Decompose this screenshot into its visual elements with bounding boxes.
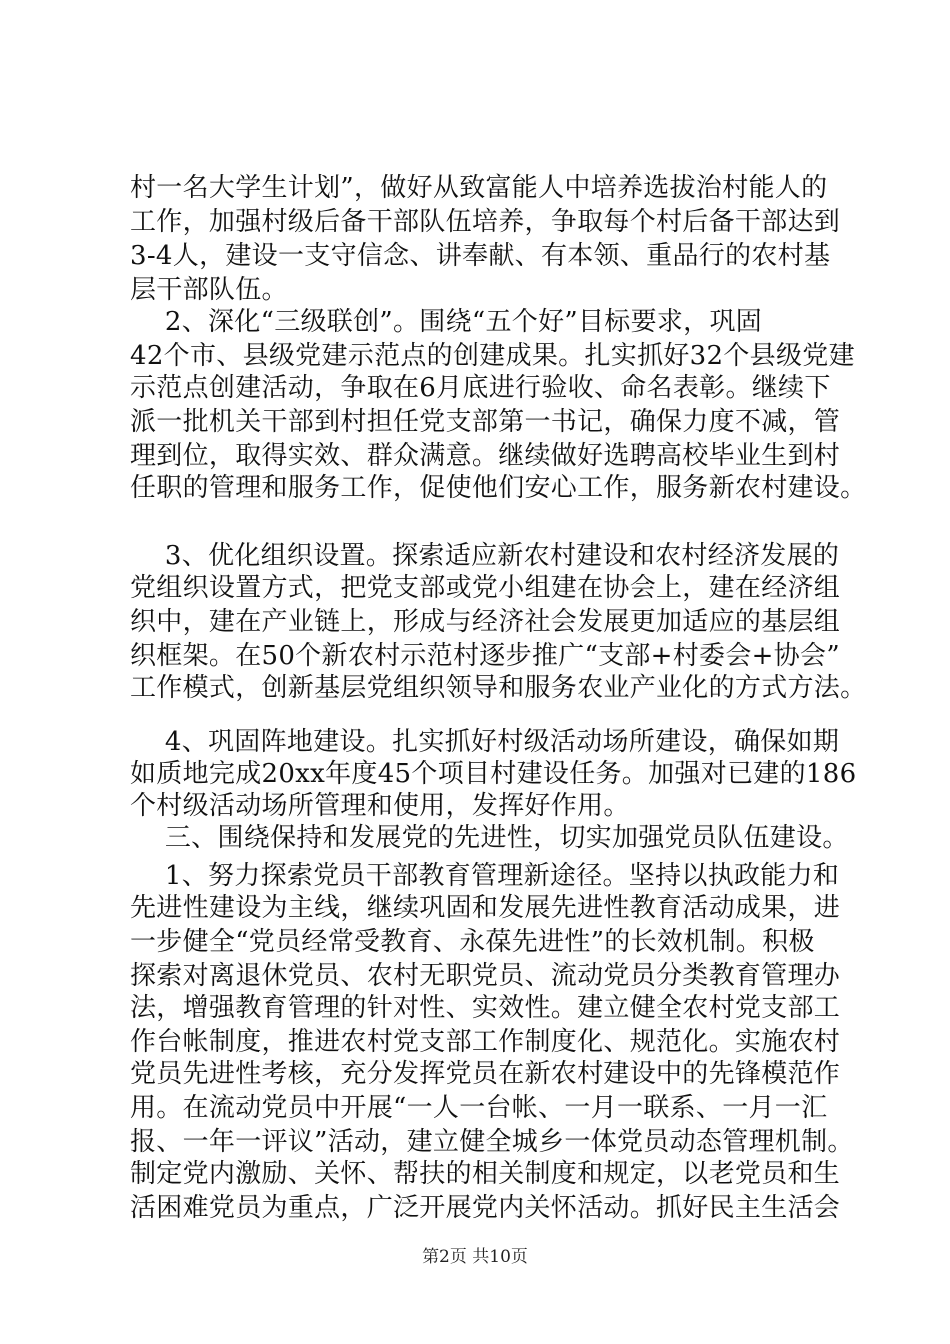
text-line: 工作模式，创新基层党组织领导和服务农业产业化的方式方法。 xyxy=(130,673,867,703)
text-line: 活困难党员为重点，广泛开展党内关怀活动。抓好民主生活会 xyxy=(130,1193,841,1223)
text-line: 探索对离退休党员、农村无职党员、流动党员分类教育管理办 xyxy=(130,961,841,991)
text-line: 村一名大学生计划”，做好从致富能人中培养选拔治村能人的 xyxy=(130,173,828,203)
text-line: 任职的管理和服务工作，促使他们安心工作，服务新农村建设。 xyxy=(130,473,867,503)
text-line: 报、一年一评议”活动，建立健全城乡一体党员动态管理机制。 xyxy=(130,1127,854,1157)
text-line: 党组织设置方式，把党支部或党小组建在协会上，建在经济组 xyxy=(130,573,841,603)
text-line: 4、巩固阵地建设。扎实抓好村级活动场所建设，确保如期 xyxy=(130,727,840,757)
text-line: 党员先进性考核，充分发挥党员在新农村建设中的先锋模范作 xyxy=(130,1059,841,1089)
text-line: 3-4人，建设一支守信念、讲奉献、有本领、重品行的农村基 xyxy=(130,241,831,271)
text-line: 3、优化组织设置。探索适应新农村建设和农村经济发展的 xyxy=(130,541,840,571)
text-line: 1、努力探索党员干部教育管理新途径。坚持以执政能力和 xyxy=(130,861,840,891)
section-heading: 三、围绕保持和发展党的先进性，切实加强党员队伍建设。 xyxy=(130,823,849,853)
text-line: 理到位，取得实效、群众满意。继续做好选聘高校毕业生到村 xyxy=(130,441,841,471)
text-line: 先进性建设为主线，继续巩固和发展先进性教育活动成果，进 xyxy=(130,893,841,923)
text-line: 织框架。在50个新农村示范村逐步推广“支部+村委会+协会” xyxy=(130,641,840,671)
text-line: 2、深化“三级联创”。围绕“五个好”目标要求，巩固 xyxy=(130,307,763,337)
text-line: 工作，加强村级后备干部队伍培养，争取每个村后备干部达到 xyxy=(130,207,841,237)
page-number-footer: 第2页 共10页 xyxy=(422,1247,528,1267)
text-line: 织中，建在产业链上，形成与经济社会发展更加适应的基层组 xyxy=(130,607,841,637)
text-line: 用。在流动党员中开展“一人一台帐、一月一联系、一月一汇 xyxy=(130,1093,828,1123)
text-line: 一步健全“党员经常受教育、永葆先进性”的长效机制。积极 xyxy=(130,927,815,957)
text-line: 制定党内激励、关怀、帮扶的相关制度和规定，以老党员和生 xyxy=(130,1159,841,1189)
text-line: 42个市、县级党建示范点的创建成果。扎实抓好32个县级党建 xyxy=(130,341,855,371)
text-line: 派一批机关干部到村担任党支部第一书记，确保力度不减，管 xyxy=(130,407,841,437)
text-line: 个村级活动场所管理和使用，发挥好作用。 xyxy=(130,791,630,821)
text-line: 作台帐制度，推进农村党支部工作制度化、规范化。实施农村 xyxy=(130,1027,841,1057)
text-line: 层干部队伍。 xyxy=(130,275,288,305)
text-line: 如质地完成20xx年度45个项目村建设任务。加强对已建的186 xyxy=(130,759,857,789)
text-line: 示范点创建活动，争取在6月底进行验收、命名表彰。继续下 xyxy=(130,373,831,403)
text-line: 法，增强教育管理的针对性、实效性。建立健全农村党支部工 xyxy=(130,993,841,1023)
